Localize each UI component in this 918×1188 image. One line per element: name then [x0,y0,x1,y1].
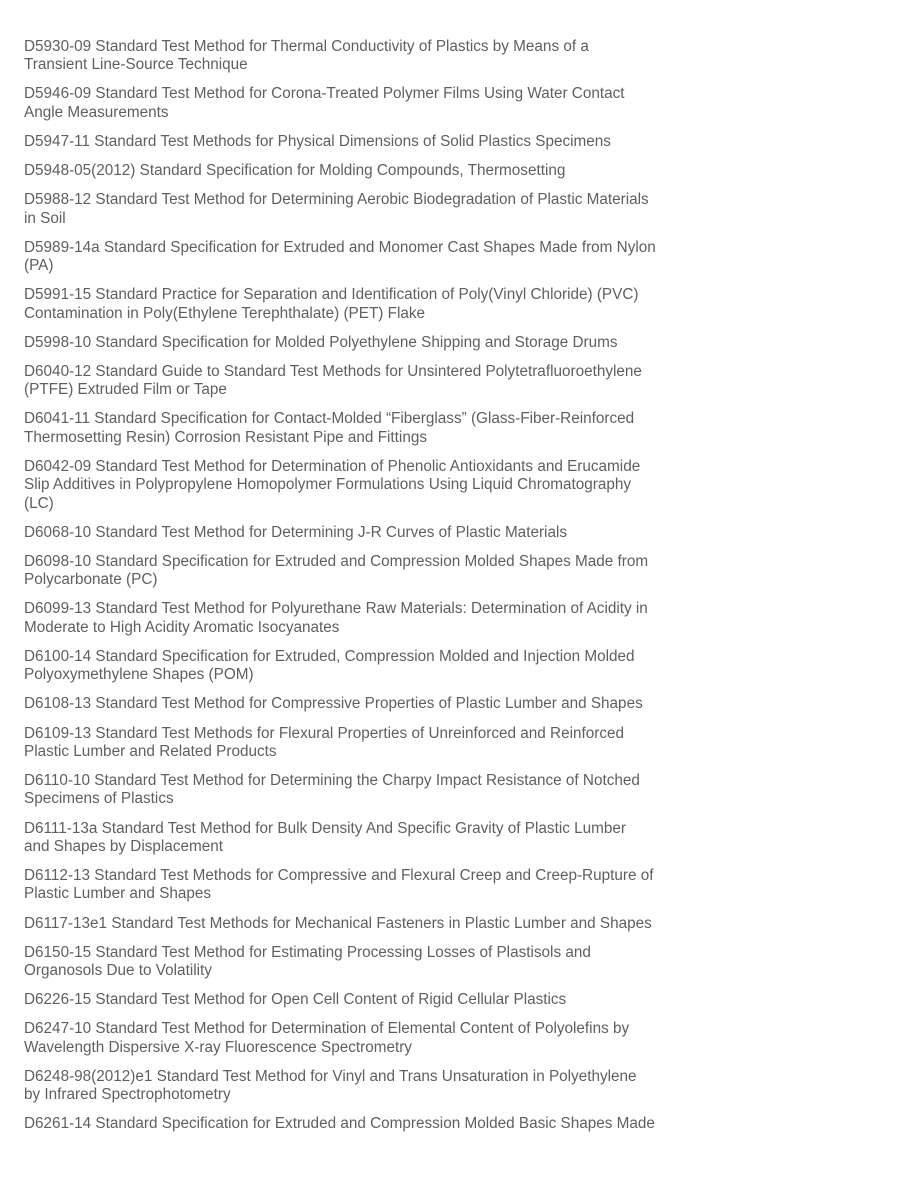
standard-title-continuation: Polycarbonate (PC) [24,571,158,589]
standard-entry [24,991,694,1009]
standard-title-line: D5930-09 Standard Test Method for Thermal Conductivity of Plastics by Means of a [24,38,589,55]
standard-title-line: D6040-12 Standard Guide to Standard Test Methods for Unsintered Polytetrafluoroethylene [24,362,642,380]
standard-title-continuation: (PTFE) Extruded Film or Tape [24,381,227,399]
standard-title-line: D6150-15 Standard Test Method for Estimating Processing Losses of Plastisols and [24,943,591,961]
standard-title-line: D6041-11 Standard Specification for Contact-Molded “Fiberglass” (Glass-Fiber-Reinforced [24,410,635,428]
standard-entry [24,410,694,447]
standard-entry [24,725,694,762]
standard-entry [24,458,694,513]
standard-title-continuation: Polyoxymethylene Shapes (POM) [24,666,254,684]
standard-title-line: D5947-11 Standard Test Methods for Physical Dimensions of Solid Plastics Specimens [24,132,611,150]
standard-title-continuation: Transient Line-Source Technique [24,56,248,74]
standard-title-continuation: (LC) [24,494,54,512]
standard-title-line: D6111-13a Standard Test Method for Bulk Density And Specific Gravity of Plastic Lumber [24,819,626,837]
standard-entry [24,133,694,151]
standard-entry [24,1020,694,1057]
standard-title-line: D5946-09 Standard Test Method for Corona-Treated Polymer Films Using Water Contact [24,85,625,103]
standard-entry [24,1115,694,1133]
standard-title-continuation: Contamination in Poly(Ethylene Terephthalate) (PET) Flake [24,304,426,322]
standard-entry [24,239,694,276]
standard-title-continuation: (PA) [24,257,54,275]
standard-title-line: D6098-10 Standard Specification for Extruded and Compression Molded Shapes Made from [24,552,649,570]
standard-title-line: D6110-10 Standard Test Method for Determining the Charpy Impact Resistance of Notched [24,772,640,790]
standard-title-continuation: Wavelength Dispersive X-ray Fluorescence Spectrometry [24,1038,412,1056]
standard-title-line: D6247-10 Standard Test Method for Determination of Elemental Content of Polyolefins by [24,1020,630,1038]
standard-title-line: D6112-13 Standard Test Methods for Compressive and Flexural Creep and Creep-Rupture of [24,867,654,885]
standard-entry [24,553,694,590]
standard-entry [24,363,694,400]
standards-list [24,38,694,1145]
standard-title-line: D6117-13e1 Standard Test Methods for Mechanical Fasteners in Plastic Lumber and Shapes [24,914,652,932]
standard-entry [24,85,694,122]
standard-entry [24,286,694,323]
standard-entry [24,915,694,933]
standard-title-line: D5998-10 Standard Specification for Molded Polyethylene Shipping and Storage Drums [24,333,618,351]
standard-title-line: D5989-14a Standard Specification for Extruded and Monomer Cast Shapes Made from Nylon [24,238,656,256]
standard-title-line: D6226-15 Standard Test Method for Open Cell Content of Rigid Cellular Plastics [24,991,567,1009]
standard-title-line: D5988-12 Standard Test Method for Determining Aerobic Biodegradation of Plastic Materials [24,191,649,209]
standard-entry [24,944,694,981]
standard-title-continuation: in Soil [24,209,66,227]
standard-title-continuation: and Shapes by Displacement [24,837,223,855]
standard-entry [24,820,694,857]
standard-title-line: D6248-98(2012)e1 Standard Test Method for Vinyl and Trans Unsaturation in Polyethylene [24,1067,637,1085]
standard-title-line: D6109-13 Standard Test Methods for Flexural Properties of Unreinforced and Reinforced [24,724,625,742]
standard-entry [24,38,694,75]
standard-entry [24,600,694,637]
standard-title-continuation: Thermosetting Resin) Corrosion Resistant Pipe and Fittings [24,428,427,446]
standard-title-line: D6108-13 Standard Test Method for Compressive Properties of Plastic Lumber and Shapes [24,695,643,713]
standard-title-line: D5991-15 Standard Practice for Separation and Identification of Poly(Vinyl Chloride) (PVC) [24,286,639,304]
standard-title-continuation: Plastic Lumber and Related Products [24,742,277,760]
standard-entry [24,162,694,180]
standard-entry [24,524,694,542]
standard-title-line: D6068-10 Standard Test Method for Determining J-R Curves of Plastic Materials [24,523,567,541]
standard-title-line: D5948-05(2012) Standard Specification for Molding Compounds, Thermosetting [24,162,566,180]
standard-title-continuation: Slip Additives in Polypropylene Homopolymer Formulations Using Liquid Chromatography [24,476,632,494]
standard-entry [24,648,694,685]
standard-title-line: D6042-09 Standard Test Method for Determination of Phenolic Antioxidants and Erucamide [24,457,641,475]
standard-title-continuation: Angle Measurements [24,103,169,121]
standard-title-continuation: by Infrared Spectrophotometry [24,1086,231,1104]
standard-title-continuation: Plastic Lumber and Shapes [24,885,212,903]
standard-entry [24,334,694,352]
standard-title-line: D6100-14 Standard Specification for Extruded, Compression Molded and Injection Molded [24,647,635,665]
standard-title-line: D6099-13 Standard Test Method for Polyurethane Raw Materials: Determination of Acidity in [24,600,648,618]
standard-entry [24,695,694,713]
standard-entry [24,191,694,228]
standard-entry [24,1068,694,1105]
standard-title-continuation: Specimens of Plastics [24,790,174,808]
standard-title-continuation: Moderate to High Acidity Aromatic Isocyanates [24,618,340,636]
standard-title-line: D6261-14 Standard Specification for Extruded and Compression Molded Basic Shapes Made [24,1115,655,1133]
standard-title-continuation: Organosols Due to Volatility [24,961,212,979]
standard-entry [24,772,694,809]
standard-entry [24,867,694,904]
